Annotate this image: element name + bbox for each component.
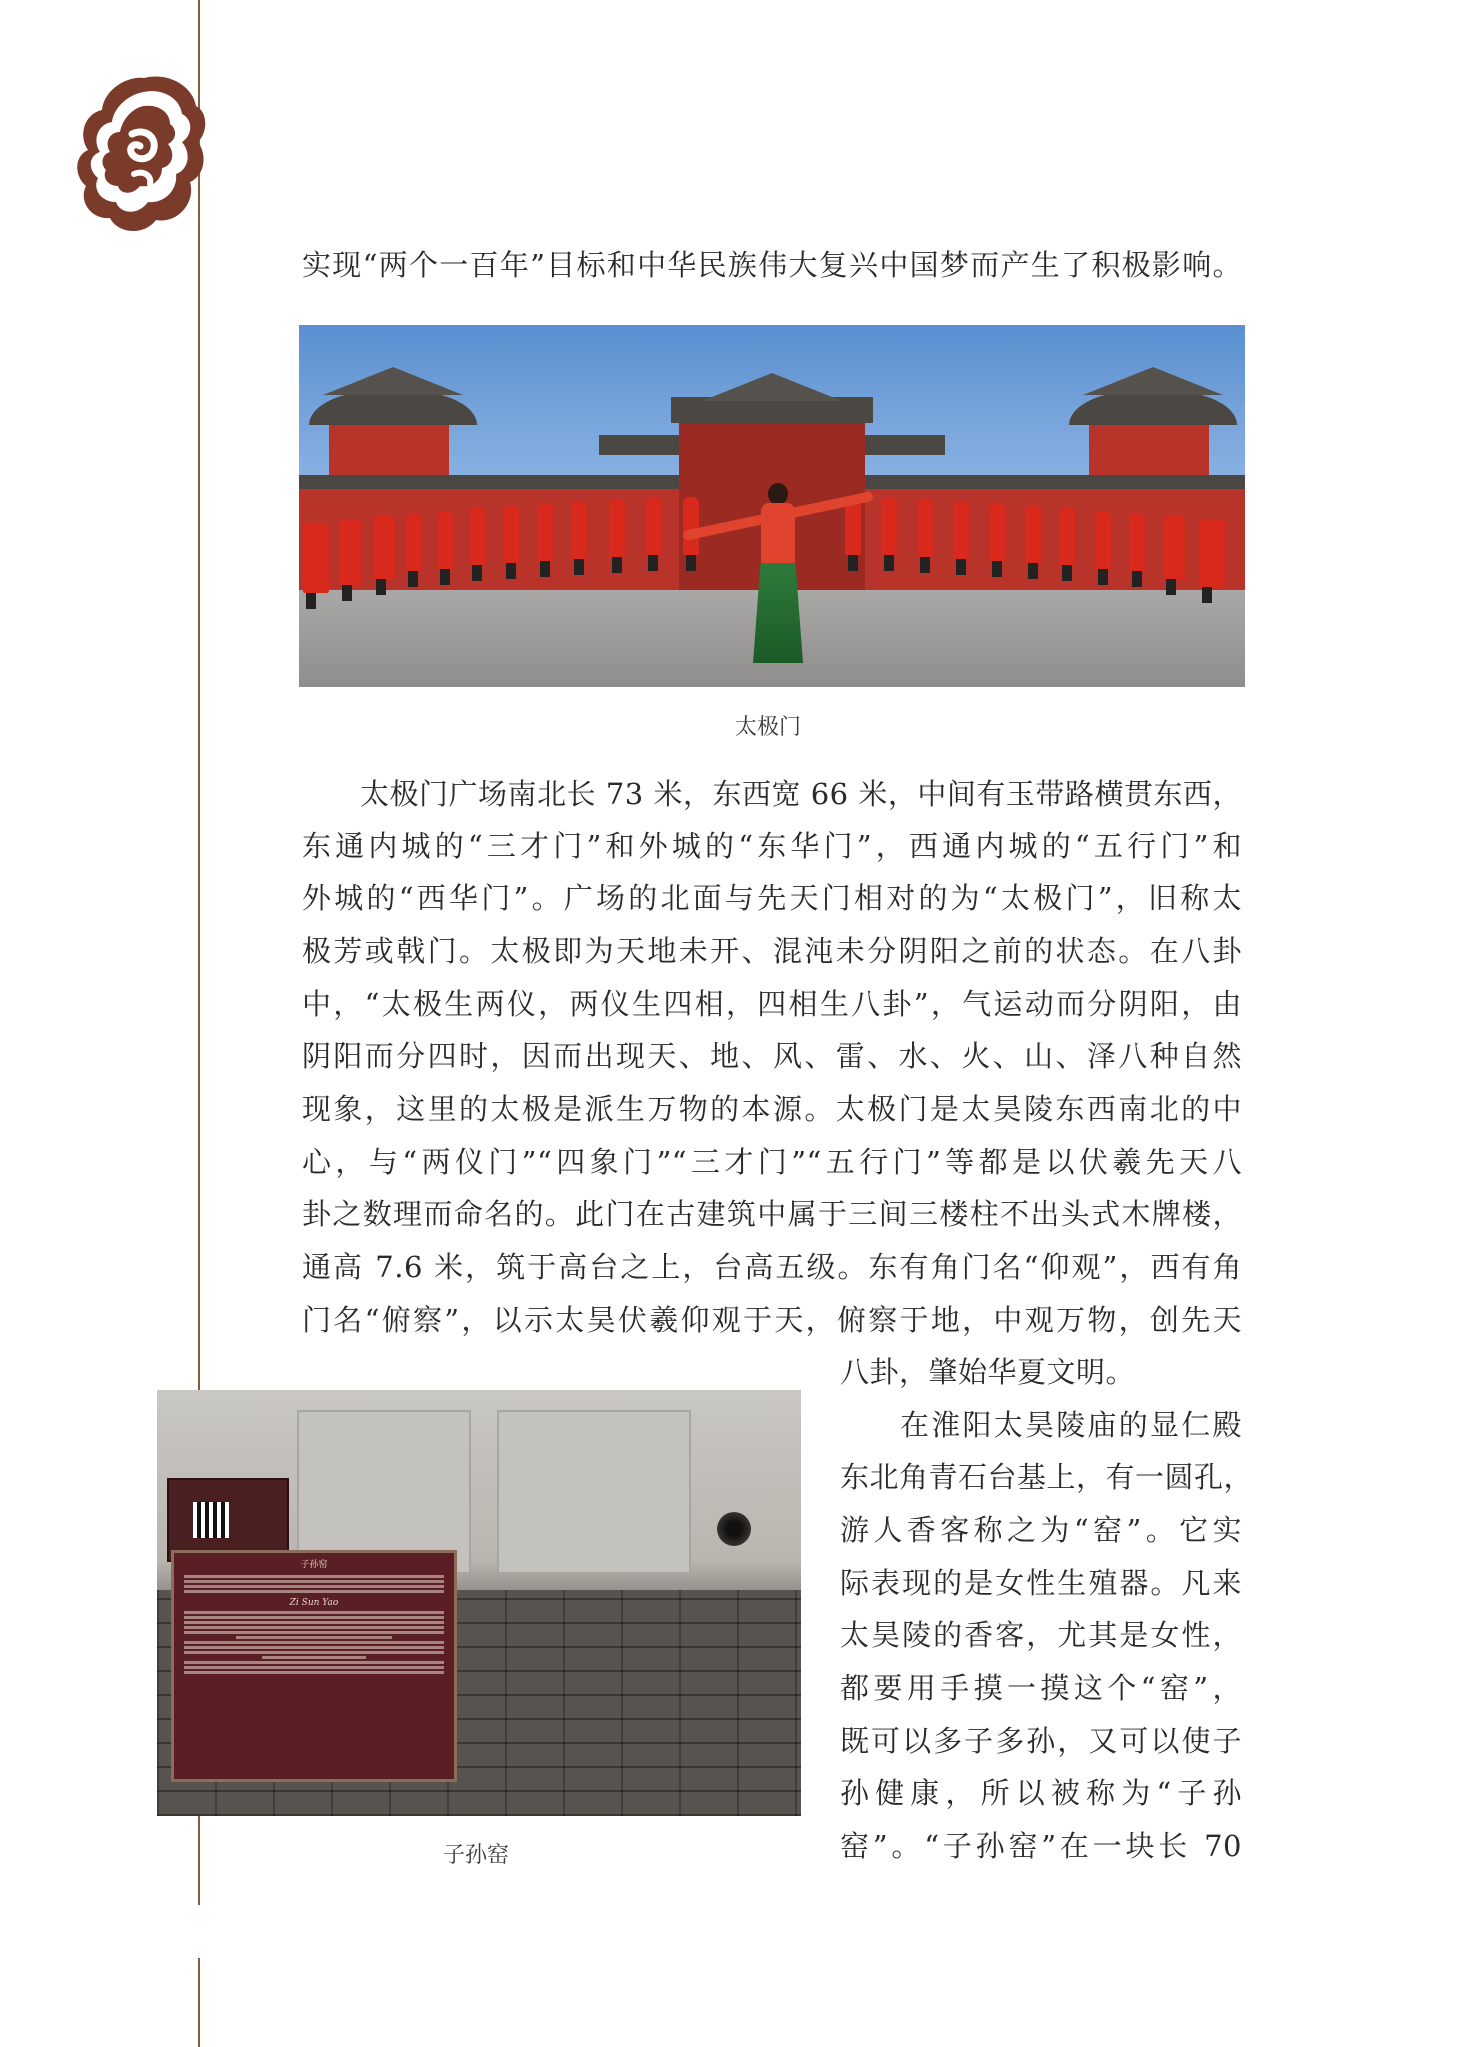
body-text-line: 际表现的是女性生殖器。凡来 bbox=[840, 1566, 1242, 1600]
body-text-line: 窑”。“子孙窑”在一块长 70 bbox=[840, 1829, 1242, 1863]
zisun-yao-hole bbox=[717, 1512, 751, 1546]
body-text-line: 东通内城的“三才门”和外城的“东华门”，西通内城的“五行门”和 bbox=[302, 829, 1242, 863]
body-text-line: 游人香客称之为“窑”。它实 bbox=[840, 1513, 1242, 1547]
body-text-line: 八卦，肇始华夏文明。 bbox=[840, 1355, 1136, 1389]
zisun-yao-photo bbox=[157, 1390, 801, 1816]
body-text-line: 太极门广场南北长 73 米，东西宽 66 米，中间有玉带路横贯东西， bbox=[360, 777, 1242, 811]
info-sign bbox=[171, 1550, 457, 1782]
body-text-line: 中，“太极生两仪，两仪生四相，四相生八卦”，气运动而分阴阳，由 bbox=[302, 987, 1242, 1021]
body-text-line: 东北角青石台基上，有一圆孔， bbox=[840, 1460, 1254, 1494]
margin-rule-bottom bbox=[198, 1958, 200, 2047]
body-text-line: 都要用手摸一摸这个“窑”， bbox=[840, 1671, 1242, 1705]
body-text-line: 心，与“两仪门”“四象门”“三才门”“五行门”等都是以伏羲先天八 bbox=[302, 1145, 1242, 1179]
body-text-line: 卦之数理而命名的。此门在古建筑中属于三间三楼柱不出头式木牌楼， bbox=[302, 1197, 1242, 1231]
sign-title: 子孙窑 bbox=[300, 1560, 328, 1570]
cloud-ornament-icon bbox=[74, 70, 206, 240]
body-text-line: 通高 7.6 米，筑于高台之上，台高五级。东有角门名“仰观”，西有角 bbox=[302, 1250, 1242, 1284]
body-text-line: 实现“两个一百年”目标和中华民族伟大复兴中国梦而产生了积极影响。 bbox=[302, 248, 1242, 282]
taiji-gate-photo bbox=[299, 325, 1245, 687]
body-text-line: 既可以多子多孙，又可以使子 bbox=[840, 1724, 1242, 1758]
sign-english-title: Zi Sun Yao bbox=[289, 1597, 339, 1608]
body-text-line: 阴阳而分四时，因而出现天、地、风、雷、水、火、山、泽八种自然 bbox=[302, 1039, 1242, 1073]
body-text-line: 极芳或戟门。太极即为天地未开、混沌未分阴阳之前的状态。在八卦 bbox=[302, 934, 1242, 968]
photo-caption: 太极门 bbox=[735, 715, 802, 740]
photo-caption: 子孙窑 bbox=[443, 1843, 510, 1868]
body-text-line: 在淮阳太昊陵庙的显仁殿 bbox=[900, 1408, 1242, 1442]
body-text-line: 孙健康，所以被称为“子孙 bbox=[840, 1776, 1242, 1810]
body-text-line: 太昊陵的香客，尤其是女性， bbox=[840, 1618, 1242, 1652]
body-text-line: 外城的“西华门”。广场的北面与先天门相对的为“太极门”，旧称太 bbox=[302, 881, 1242, 915]
body-text-line: 现象，这里的太极是派生万物的本源。太极门是太昊陵东西南北的中 bbox=[302, 1092, 1242, 1126]
body-text-line: 门名“俯察”，以示太昊伏羲仰观于天，俯察于地，中观万物，创先天 bbox=[302, 1303, 1242, 1337]
lead-dancer bbox=[751, 475, 805, 675]
